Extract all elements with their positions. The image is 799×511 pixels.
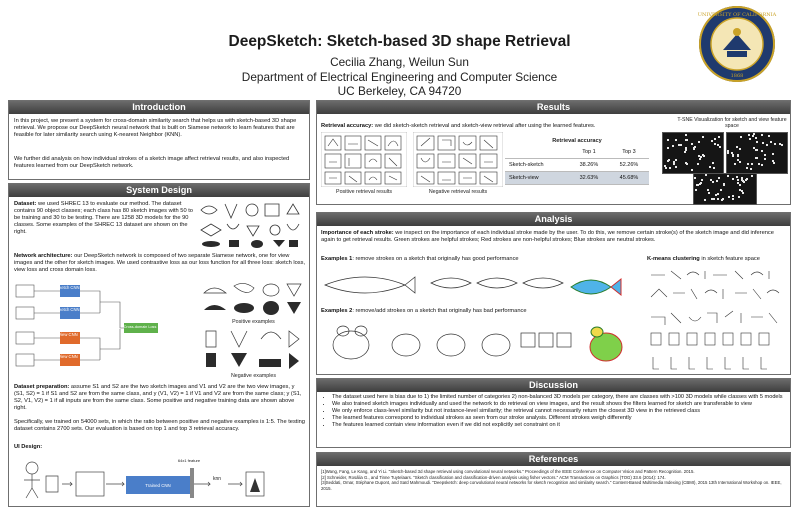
tsne-point [701, 179, 703, 181]
intro-paragraph-1: In this project, we present a system for cross-domain similarity search that helps us with sketch-based 3D shape retrieval. We propose our DeepSketch neural network that is built on Siamese network to learn features that are feasible for later similarity search using K-nearest Neighbor (KNN). [14, 118, 297, 138]
cross-domain-loss-label: Cross-domain Loss [123, 325, 157, 329]
tsne-point [675, 139, 677, 141]
tsne-point [736, 176, 738, 178]
tsne-point [675, 166, 677, 168]
analysis-label: Importance of each stroke: [321, 230, 394, 236]
tsne-point [707, 189, 709, 191]
tsne-point [737, 182, 739, 184]
table-header-cell: Top 1 [569, 146, 609, 159]
tsne-point [755, 137, 757, 139]
tsne-point [736, 146, 738, 148]
results-label: Retrieval accuracy: [321, 123, 374, 129]
tsne-point [773, 162, 775, 164]
tsne-point [697, 184, 699, 186]
tsne-point [712, 162, 714, 164]
tsne-view-plot [726, 132, 788, 174]
tsne-point [741, 177, 743, 179]
reference-item: [1]Wang, Fang, Le Kang, and Yi Li. "Sketch-based 3d shape retrieval using convolutional neural networks." Proceedings of the IEEE Conference on Computer Vision and Pattern Recognition. 2015. [321, 469, 695, 474]
tsne-point [727, 175, 729, 177]
tsne-point [751, 175, 753, 177]
tsne-sketch-plot [662, 132, 724, 174]
tsne-point [714, 138, 716, 140]
table-cell: 52.26% [609, 159, 649, 172]
references-section [316, 452, 791, 507]
table-row [505, 159, 649, 172]
tsne-point [719, 146, 721, 148]
accuracy-table-title: Retrieval accuracy [552, 138, 602, 144]
trained-cnn-label: Trained CNN [145, 483, 171, 488]
dataset-preparation-paragraph [14, 384, 306, 412]
tsne-point [738, 196, 740, 198]
results-text: we did sketch-sketch retrieval and sketch-view retrieval after using the learned features. [373, 123, 596, 129]
accuracy-table [505, 146, 649, 185]
tsne-point [665, 167, 667, 169]
example-2-figure [321, 317, 631, 372]
table-row [505, 172, 649, 185]
tsne-point [712, 181, 714, 183]
tsne-point [737, 154, 739, 156]
uc-seal-logo [697, 4, 777, 84]
introduction-section [8, 100, 310, 180]
analysis-heading: Analysis [317, 213, 790, 226]
discussion-item: • The dataset used here is bias due to 1) the limited number of categories 2) non-balanced 3D models per category, there are classes with >100 3D models while classes with 5 models [332, 394, 794, 401]
poster-title: DeepSketch: Sketch-based 3D shape Retrieval [228, 33, 571, 50]
poster-location: UC Berkeley, CA 94720 [337, 84, 462, 98]
tsne-point [761, 164, 763, 166]
tsne-point [739, 184, 741, 186]
svg-text:1868: 1868 [730, 73, 744, 79]
tsne-point [673, 163, 675, 165]
tsne-point [698, 141, 700, 143]
tsne-point [774, 143, 776, 145]
tsne-point [691, 143, 693, 145]
table-cell: Sketch-view [505, 172, 569, 185]
tsne-point [720, 189, 722, 191]
tsne-point [667, 147, 669, 149]
discussion-heading: Discussion [317, 379, 790, 392]
tsne-point [686, 139, 688, 141]
tsne-point [718, 136, 720, 138]
tsne-combined-plot [693, 173, 757, 205]
view-cnn-label-1: View CNN [58, 332, 78, 337]
tsne-point [764, 154, 766, 156]
system-design-section [8, 183, 310, 507]
example-2-heading: Examples 2: remove/add strokes on a sketch that originally has bad performance [321, 308, 527, 314]
tsne-point [734, 163, 736, 165]
tsne-point [761, 134, 763, 136]
intro-paragraph-2: We further did analysis on how individual strokes of a sketch image affect retrieval results, and also inspected features learned from our DeepSketch network. [14, 156, 290, 169]
analysis-text: we inspect on the importance of each individual stroke made by the user. To do this, we remove certain stroke(s) of the sketch image and did inference again to get retrieval results. Green strokes are helpful strokes; Red strokes are non-helpful strokes; Blue strokes are neutral strokes. [321, 230, 774, 243]
network-paragraph [14, 253, 306, 274]
tsne-point [695, 189, 697, 191]
ui-design-label: UI Design: [14, 444, 43, 450]
tsne-point [764, 158, 766, 160]
tsne-point [713, 198, 715, 200]
tsne-point [756, 141, 758, 143]
tsne-point [746, 167, 748, 169]
tsne-point [772, 160, 774, 162]
discussion-item: • We also trained sketch images individually and used the network to do retrieval on view images, and the result shows the filters learned for sketch are transferable to view [332, 401, 794, 408]
tsne-point [672, 145, 674, 147]
tsne-point [708, 192, 710, 194]
references-list [321, 469, 787, 491]
table-header-cell: Top 3 [609, 146, 649, 159]
tsne-point [686, 163, 688, 165]
tsne-point [680, 144, 682, 146]
tsne-point [749, 138, 751, 140]
tsne-point [755, 157, 757, 159]
positive-retrieval-figure [321, 132, 407, 187]
dataset-label: Dataset: [14, 201, 37, 207]
tsne-point [704, 199, 706, 201]
tsne-point [732, 195, 734, 197]
tsne-point [747, 163, 749, 165]
table-cell: 32.63% [569, 172, 609, 185]
tsne-point [705, 174, 707, 176]
tsne-point [675, 159, 677, 161]
tsne-point [685, 147, 687, 149]
poster-authors: Cecilia Zhang, Weilun Sun [330, 55, 469, 69]
dataset-preparation-label: Dataset preparation: [14, 384, 70, 390]
tsne-point [714, 143, 716, 145]
poster-department: Department of Electrical Engineering and Computer Science [241, 70, 558, 84]
tsne-point [699, 158, 701, 160]
tsne-point [693, 148, 695, 150]
negative-retrieval-figure [413, 132, 503, 187]
tsne-point [700, 182, 702, 184]
tsne-point [739, 148, 741, 150]
shrec-examples-figure [197, 200, 305, 250]
tsne-point [766, 144, 768, 146]
tsne-point [750, 168, 752, 170]
introduction-heading: Introduction [9, 101, 309, 114]
reference-item: [3]Seddati, Omar, Stéphane Dupont, and Saïd Mahmoudi. "Deepsketch: deep convolutional neural networks for sketch recognition and similarity search." Content-Based Multimedia Indexing (CBMI), 2015 13th International Workshop on. IEEE, 2015. [321, 480, 782, 491]
dataset-text: we used SHREC 13 to evaluate our method. The dataset contains 90 object classes; each class has 80 sketch images with 50 to be training and 30 to be testing. There are 1258 3D models for the 90 classes. Some examples of the SHREC 13 dataset are shown on the right. [14, 201, 193, 235]
tsne-point [702, 136, 704, 138]
tsne-point [678, 144, 680, 146]
tsne-point [669, 167, 671, 169]
tsne-point [716, 180, 718, 182]
tsne-point [667, 139, 669, 141]
tsne-point [781, 144, 783, 146]
feature-label: 64x1 feature [177, 458, 201, 463]
kmeans-heading: K-means clustering in sketch feature space [647, 256, 760, 262]
discussion-list [323, 394, 794, 429]
tsne-point [723, 184, 725, 186]
tsne-point [667, 160, 669, 162]
tsne-point [743, 181, 745, 183]
table-cell: Sketch-sketch [505, 159, 569, 172]
tsne-point [739, 161, 741, 163]
table-header-row [505, 146, 649, 159]
discussion-item: • The learned features correspond to individual strokes as seen from our stroke analysis. Different strokes weigh differently [332, 415, 794, 422]
kmeans-clusters-figure [647, 265, 787, 373]
positive-examples-figure [201, 278, 306, 318]
tsne-point [737, 179, 739, 181]
poster-header [0, 0, 799, 96]
tsne-point [748, 134, 750, 136]
discussion-section [316, 378, 791, 448]
tsne-point [732, 178, 734, 180]
tsne-point [718, 177, 720, 179]
results-heading: Results [317, 101, 790, 114]
dataset-preparation-text: assume S1 and S2 are the two sketch images and V1 and V2 are the two view images, y (S1, S2) = 1 if S1 and S2 are from the same class, and y (V1, V2) = 1 if V1 and V2 are from the same class; y (S1, S2, V1, V2) = 1 if all inputs are from the same class. Some positive and negative training data are shown above right. [14, 384, 302, 411]
tsne-point [673, 161, 675, 163]
tsne-point [740, 136, 742, 138]
tsne-point [702, 154, 704, 156]
reference-item: [2] Schneider, Rosália G., and Tinne Tuytelaars. "Sketch classification and classification-driven analysis using fisher vectors." ACM Transactions on Graphics (TOG) 33.6 (2014): 174. [321, 474, 666, 480]
example-1-figure [321, 265, 631, 305]
network-label: Network architecture: [14, 253, 73, 259]
tsne-point [700, 156, 702, 158]
tsne-point [685, 134, 687, 136]
tsne-point [717, 193, 719, 195]
tsne-point [727, 152, 729, 154]
tsne-point [717, 144, 719, 146]
tsne-point [762, 142, 764, 144]
tsne-point [756, 149, 758, 151]
tsne-point [761, 150, 763, 152]
tsne-point [751, 163, 753, 165]
negative-examples-figure [201, 327, 306, 371]
tsne-point [694, 177, 696, 179]
negative-retrieval-caption: Negative retrieval results [428, 189, 488, 195]
tsne-point [711, 140, 713, 142]
tsne-point [709, 166, 711, 168]
tsne-point [697, 163, 699, 165]
tsne-point [717, 198, 719, 200]
tsne-point [758, 163, 760, 165]
table-cell: 38.26% [569, 159, 609, 172]
tsne-point [742, 192, 744, 194]
tsne-point [732, 155, 734, 157]
tsne-point [768, 135, 770, 137]
analysis-paragraph [321, 230, 787, 244]
tsne-point [772, 153, 774, 155]
analysis-section [316, 212, 791, 375]
references-heading: References [317, 453, 790, 466]
tsne-point [691, 169, 693, 171]
example-1-heading: Examples 1: remove strokes on a sketch that originally has good performance [321, 256, 519, 262]
tsne-point [684, 151, 686, 153]
training-specifics-paragraph: Specifically, we trained on 54000 sets, in which the ratio between positive and negative examples is 1:5. The testing dataset contains 2700 sets. Our evaluation is based on top 1 and top 3 retrieval accuracy. [14, 419, 305, 432]
system-design-heading: System Design [9, 184, 309, 197]
table-header-cell [505, 146, 569, 159]
ui-design-diagram [14, 454, 306, 504]
tsne-point [710, 179, 712, 181]
sketch-cnn-label-2: Sketch CNN [56, 307, 80, 312]
positive-retrieval-caption: Positive retrieval results [336, 189, 392, 195]
tsne-point [770, 141, 772, 143]
discussion-item: • We only enforce class-level similarity but not instance-level similarity; the retrieval cannot necessarily return the closest 3D view in the retrieved class [332, 408, 794, 415]
discussion-item: • The features learned contain view information even if we did not explicitly set constraint on it [332, 422, 794, 429]
network-architecture-diagram [14, 277, 199, 372]
svg-text:UNIVERSITY OF CALIFORNIA: UNIVERSITY OF CALIFORNIA [697, 12, 777, 18]
network-text: our DeepSketch network is composed of two separate Siamese network, one for view images and the other for sketch images. We used contrastive loss as our loss function for all three loss: sketch loss, view loss and cross domain loss. [14, 253, 306, 273]
sketch-cnn-label-1: Sketch CNN [56, 285, 80, 290]
table-cell: 45.68% [609, 172, 649, 185]
tsne-point [713, 167, 715, 169]
tsne-point [728, 196, 730, 198]
dataset-paragraph [14, 201, 194, 236]
tsne-point [721, 199, 723, 201]
tsne-point [752, 135, 754, 137]
knn-label: knn [212, 476, 222, 482]
tsne-point [741, 190, 743, 192]
negative-examples-caption: Negative examples [230, 373, 277, 379]
view-cnn-label-2: View CNN [58, 354, 78, 359]
positive-examples-caption: Positive examples [232, 319, 275, 325]
tsne-point [685, 149, 687, 151]
tsne-point [745, 179, 747, 181]
results-section [316, 100, 791, 205]
tsne-point [732, 198, 734, 200]
results-paragraph [321, 123, 681, 130]
tsne-caption: T-SNE Visualization for sketch and view feature space [677, 117, 787, 129]
tsne-point [753, 147, 755, 149]
